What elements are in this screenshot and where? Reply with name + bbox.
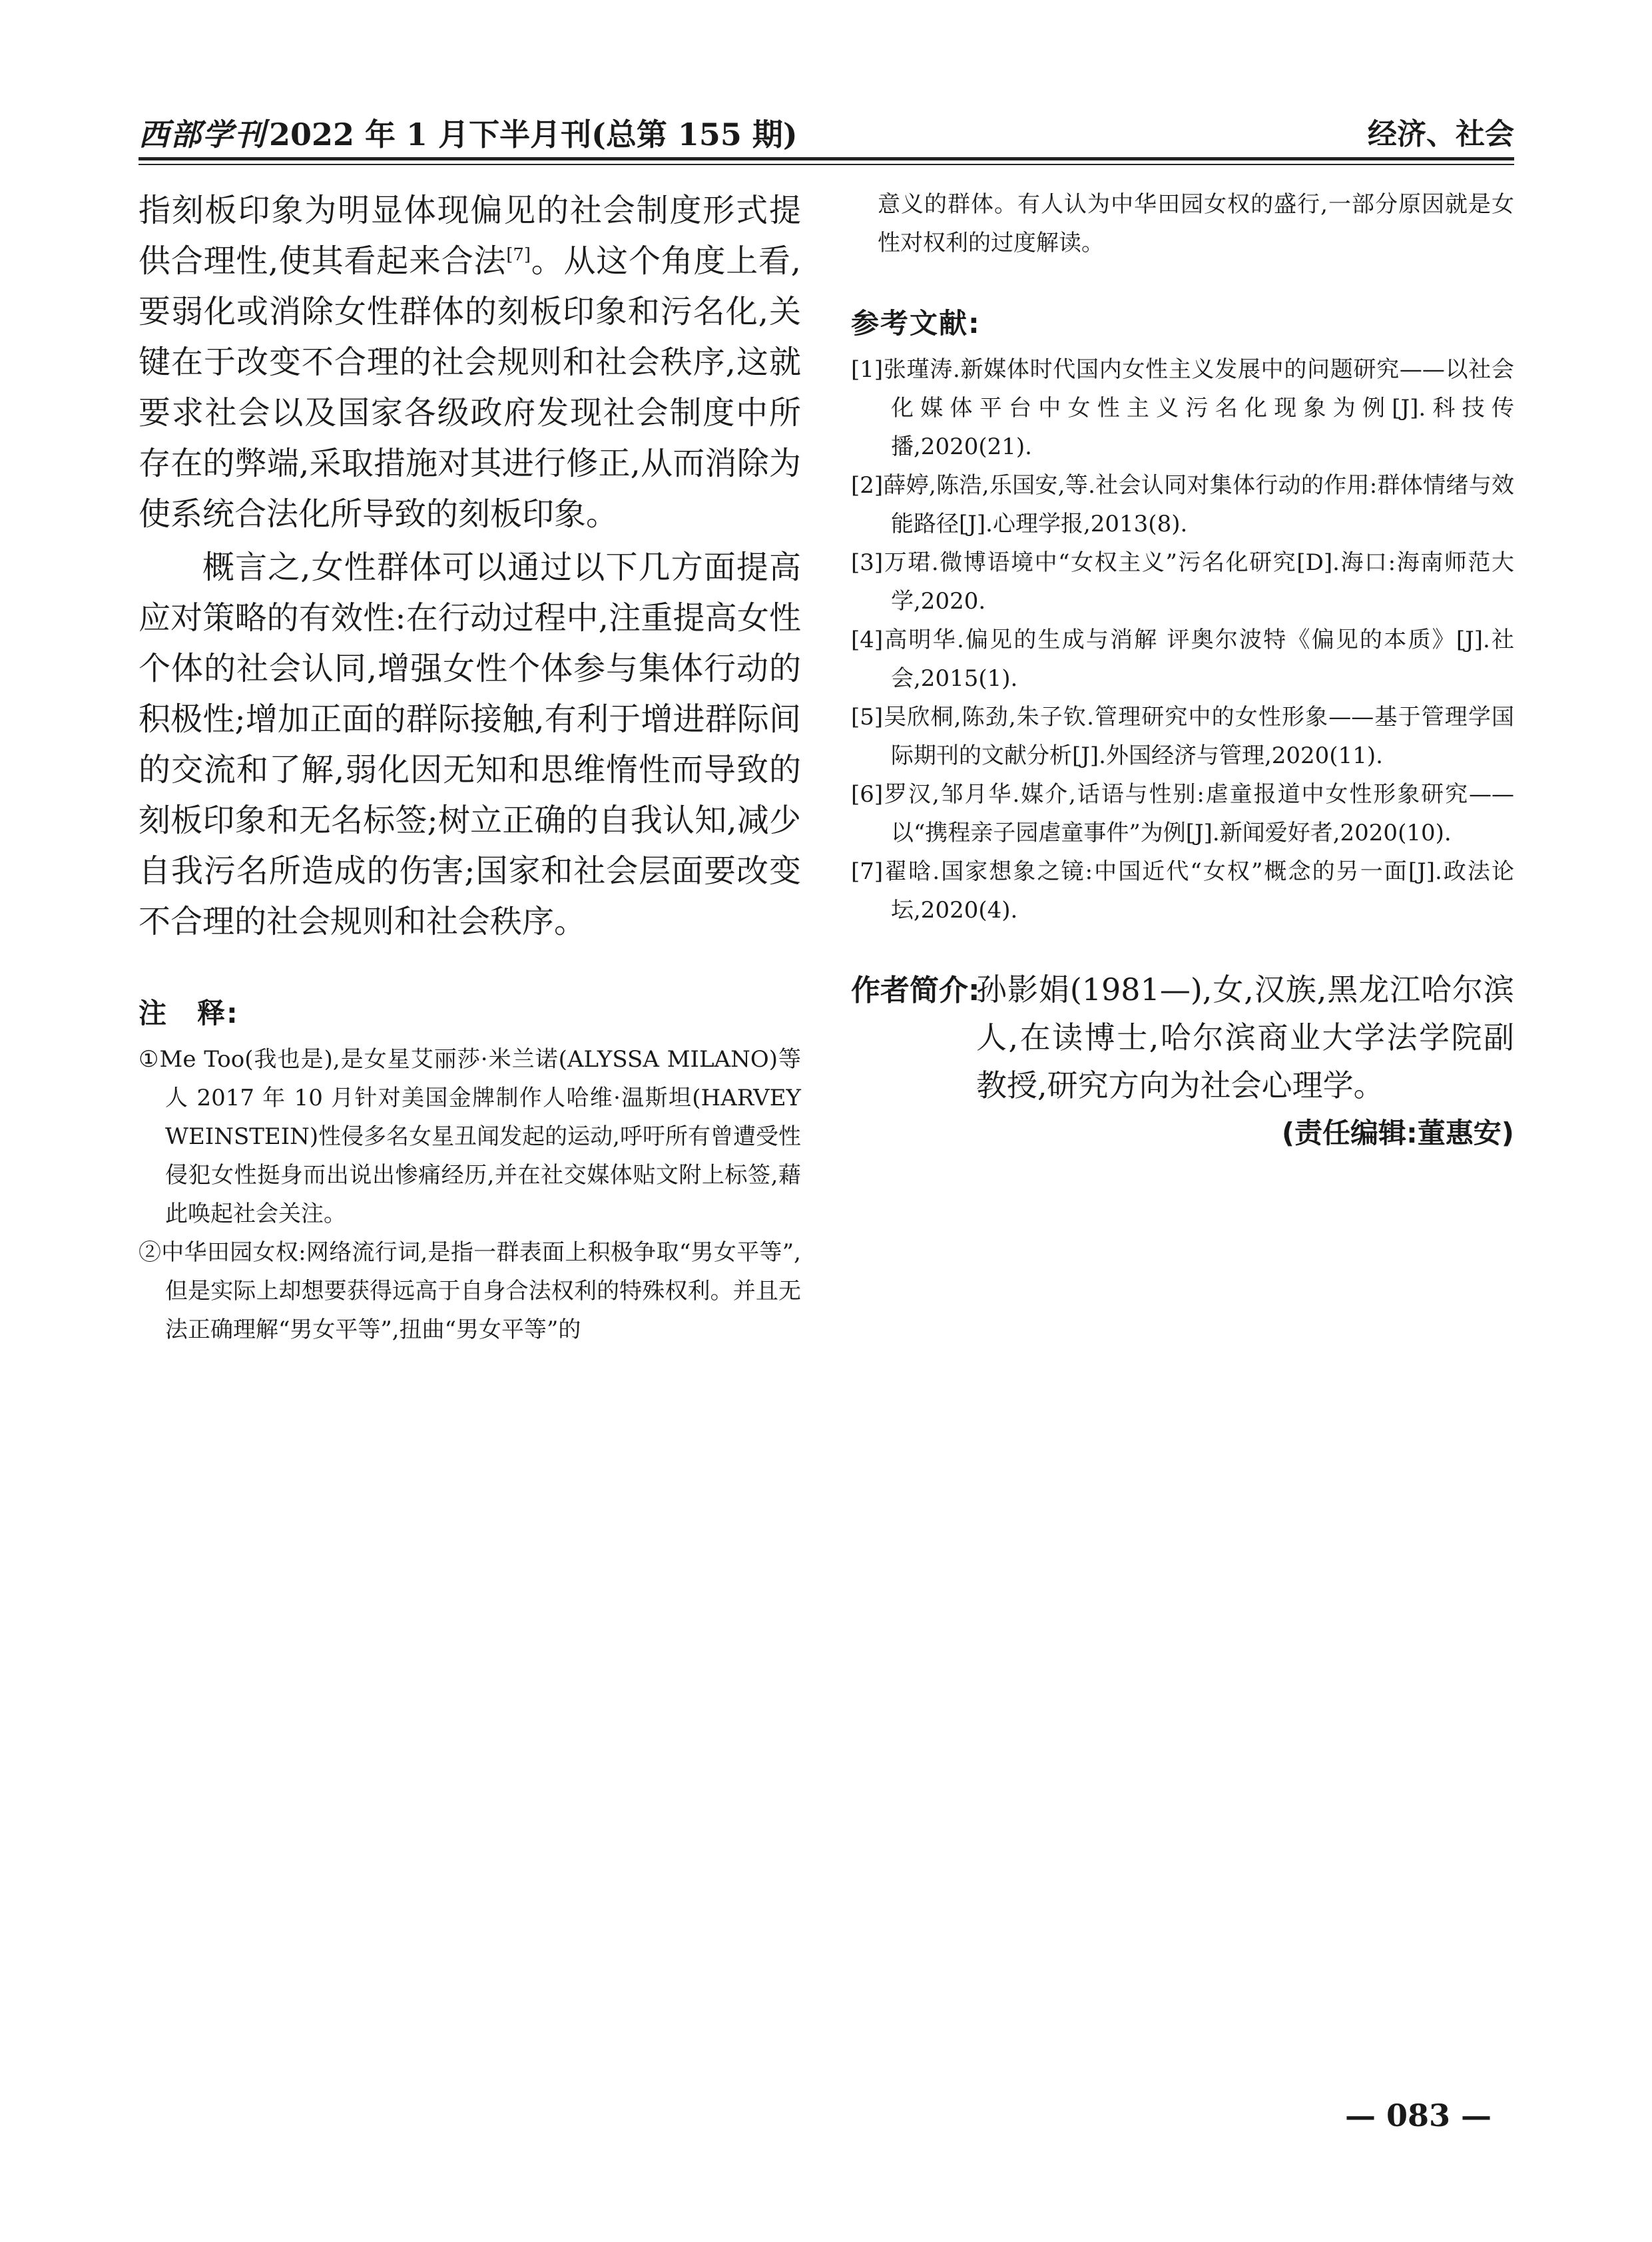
note-item-1: ①Me Too(我也是),是女星艾丽莎·米兰诺(ALYSSA MILANO)等人 2017 年 10 月针对美国金牌制作人哈维·温斯坦(HARVEY WEINSTEIN)性侵多名女星丑闻发起的运动,呼吁所有曾遭受性侵犯女性挺身而出说出惨痛经历,并在社交媒体贴文附上标签,藉此唤起社会关注。	[138, 1046, 801, 1227]
body-paragraph-2: 概言之,女性群体可以通过以下几方面提高应对策略的有效性:在行动过程中,注重提高女性个体的社会认同,增强女性个体参与集体行动的积极性;增加正面的群际接触,有利于增进群际间的交流和了解,弱化因无知和思维惰性而导致的刻板印象和无名标签;树立正确的自我认知,减少自我污名所造成的伤害;国家和社会层面要改变不合理的社会规则和社会秩序。	[138, 549, 801, 940]
header-journal-issue	[138, 115, 798, 154]
header-rule	[138, 157, 1514, 160]
page-header	[138, 112, 1514, 164]
references-list	[851, 350, 1514, 930]
p1-text: 指刻板印象为明显体现偏见的社会制度形式提供合理性,使其看起来合法	[138, 192, 801, 280]
page-number: — 083 —	[1344, 2098, 1492, 2133]
notes-title: 注 释:	[138, 997, 239, 1029]
body-paragraph-1	[138, 185, 801, 539]
p1-rest: 。从这个角度上看,要弱化或消除女性群体的刻板印象和污名化,关键在于改变不合理的社会规则和社会秩序,这就要求社会以及国家各级政府发现社会制度中所存在的弊端,采取措施对其进行修正,从而消除为使系统合法化所导致的刻板印象。	[138, 242, 801, 533]
reference-item: [7]翟晗.国家想象之镜:中国近代“女权”概念的另一面[J].政法论坛,2020(4).	[851, 858, 1514, 924]
reference-item: [4]高明华.偏见的生成与消解 评奥尔波特《偏见的本质》[J].社会,2015(1).	[851, 627, 1514, 692]
author-text: 孙影娟(1981—),女,汉族,黑龙江哈尔滨人,在读博士,哈尔滨商业大学法学院副教授,研究方向为社会心理学。	[976, 972, 1514, 1103]
left-column	[138, 185, 801, 1349]
references-title: 参考文献:	[851, 307, 981, 340]
citation-7: [7]	[506, 245, 531, 265]
author-label: 作者简介:	[851, 974, 980, 1007]
reference-item: [3]万珺.微博语境中“女权主义”污名化研究[D].海口:海南师范大学,2020.	[851, 549, 1514, 615]
reference-item: [2]薛婷,陈浩,乐国安,等.社会认同对集体行动的作用:群体情绪与效能路径[J].心理学报,2013(8).	[851, 472, 1514, 537]
issue-info: 2022 年 1 月下半月刊(总第 155 期)	[269, 117, 798, 152]
note-continuation: 意义的群体。有人认为中华田园女权的盛行,一部分原因就是女性对权利的过度解读。	[878, 191, 1514, 256]
note-item-2: ②中华田园女权:网络流行词,是指一群表面上积极争取“男女平等”,但是实际上却想要获得远高于自身合法权利的特殊权利。并且无法正确理解“男女平等”,扭曲“男女平等”的	[138, 1239, 801, 1343]
responsible-editor: (责任编辑:董惠安)	[1281, 1117, 1514, 1149]
reference-item: [6]罗汉,邹月华.媒介,话语与性别:虐童报道中女性形象研究——以“携程亲子园虐童事件”为例[J].新闻爱好者,2020(10).	[851, 781, 1514, 846]
reference-item: [5]吴欣桐,陈劲,朱子钦.管理研究中的女性形象——基于管理学国际期刊的文献分析[J].外国经济与管理,2020(11).	[851, 704, 1514, 769]
reference-item: [1]张瑾涛.新媒体时代国内女性主义发展中的问题研究——以社会化媒体平台中女性主义污名化现象为例[J].科技传播,2020(21).	[851, 356, 1514, 460]
header-rule-thin	[138, 164, 1514, 165]
author-bio	[851, 966, 1514, 1109]
section-label: 经济、社会	[1368, 117, 1514, 151]
right-column	[851, 185, 1514, 1153]
journal-logo: 西部学刊	[138, 117, 266, 152]
notes-list	[138, 1040, 801, 1349]
